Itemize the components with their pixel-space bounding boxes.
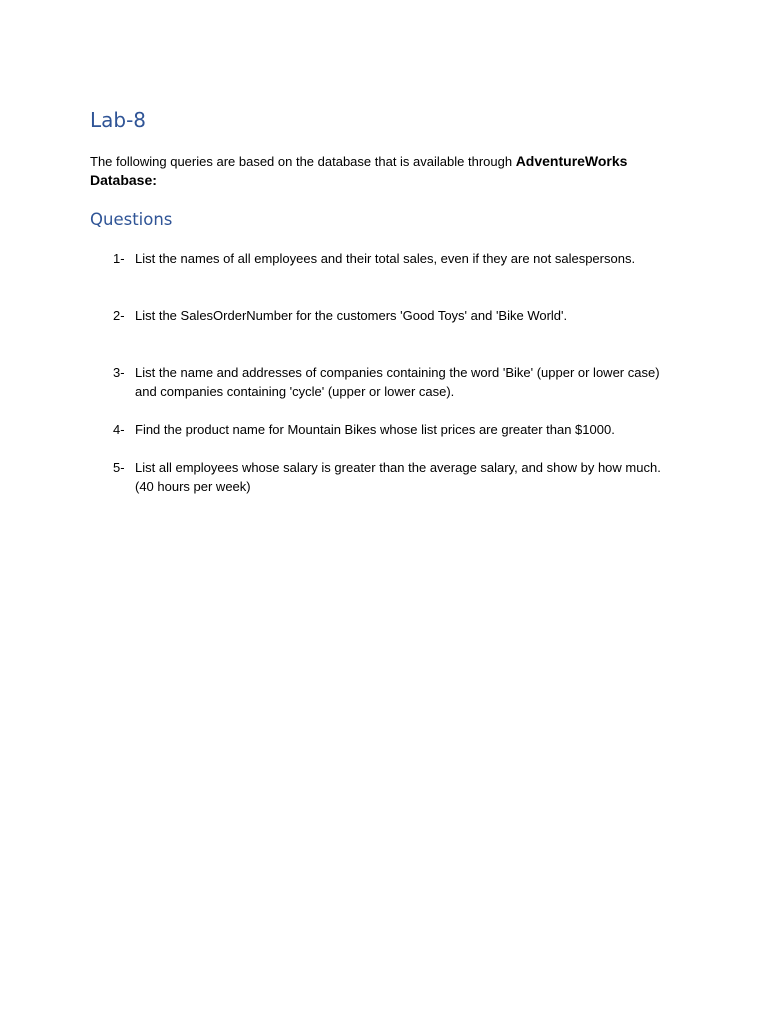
question-number: 1- xyxy=(113,251,125,266)
document-title: Lab-8 xyxy=(90,108,147,132)
question-item-2 xyxy=(113,306,673,325)
question-text: List all employees whose salary is greater than the average salary, and show by how much. (40 hours per week) xyxy=(135,460,661,494)
question-number: 4- xyxy=(113,422,125,437)
intro-text: The following queries are based on the database that is available through xyxy=(90,154,516,169)
question-text: Find the product name for Mountain Bikes whose list prices are greater than $1000. xyxy=(135,422,615,437)
question-item-3 xyxy=(113,363,673,401)
question-text: List the name and addresses of companies containing the word 'Bike' (upper or lower case) and companies containing 'cycle' (upper or lower case). xyxy=(135,365,660,399)
question-item-5 xyxy=(113,458,673,496)
question-text: List the SalesOrderNumber for the customers 'Good Toys' and 'Bike World'. xyxy=(135,308,568,323)
questions-heading: Questions xyxy=(90,210,173,229)
question-text: List the names of all employees and their total sales, even if they are not salespersons. xyxy=(135,251,636,266)
intro-database-name: AdventureWorks Database: xyxy=(90,153,628,188)
question-number: 5- xyxy=(113,460,125,475)
question-item-4 xyxy=(113,420,673,439)
question-number: 2- xyxy=(113,308,125,323)
question-number: 3- xyxy=(113,365,125,380)
intro-paragraph xyxy=(90,152,670,190)
question-item-1 xyxy=(113,249,673,268)
